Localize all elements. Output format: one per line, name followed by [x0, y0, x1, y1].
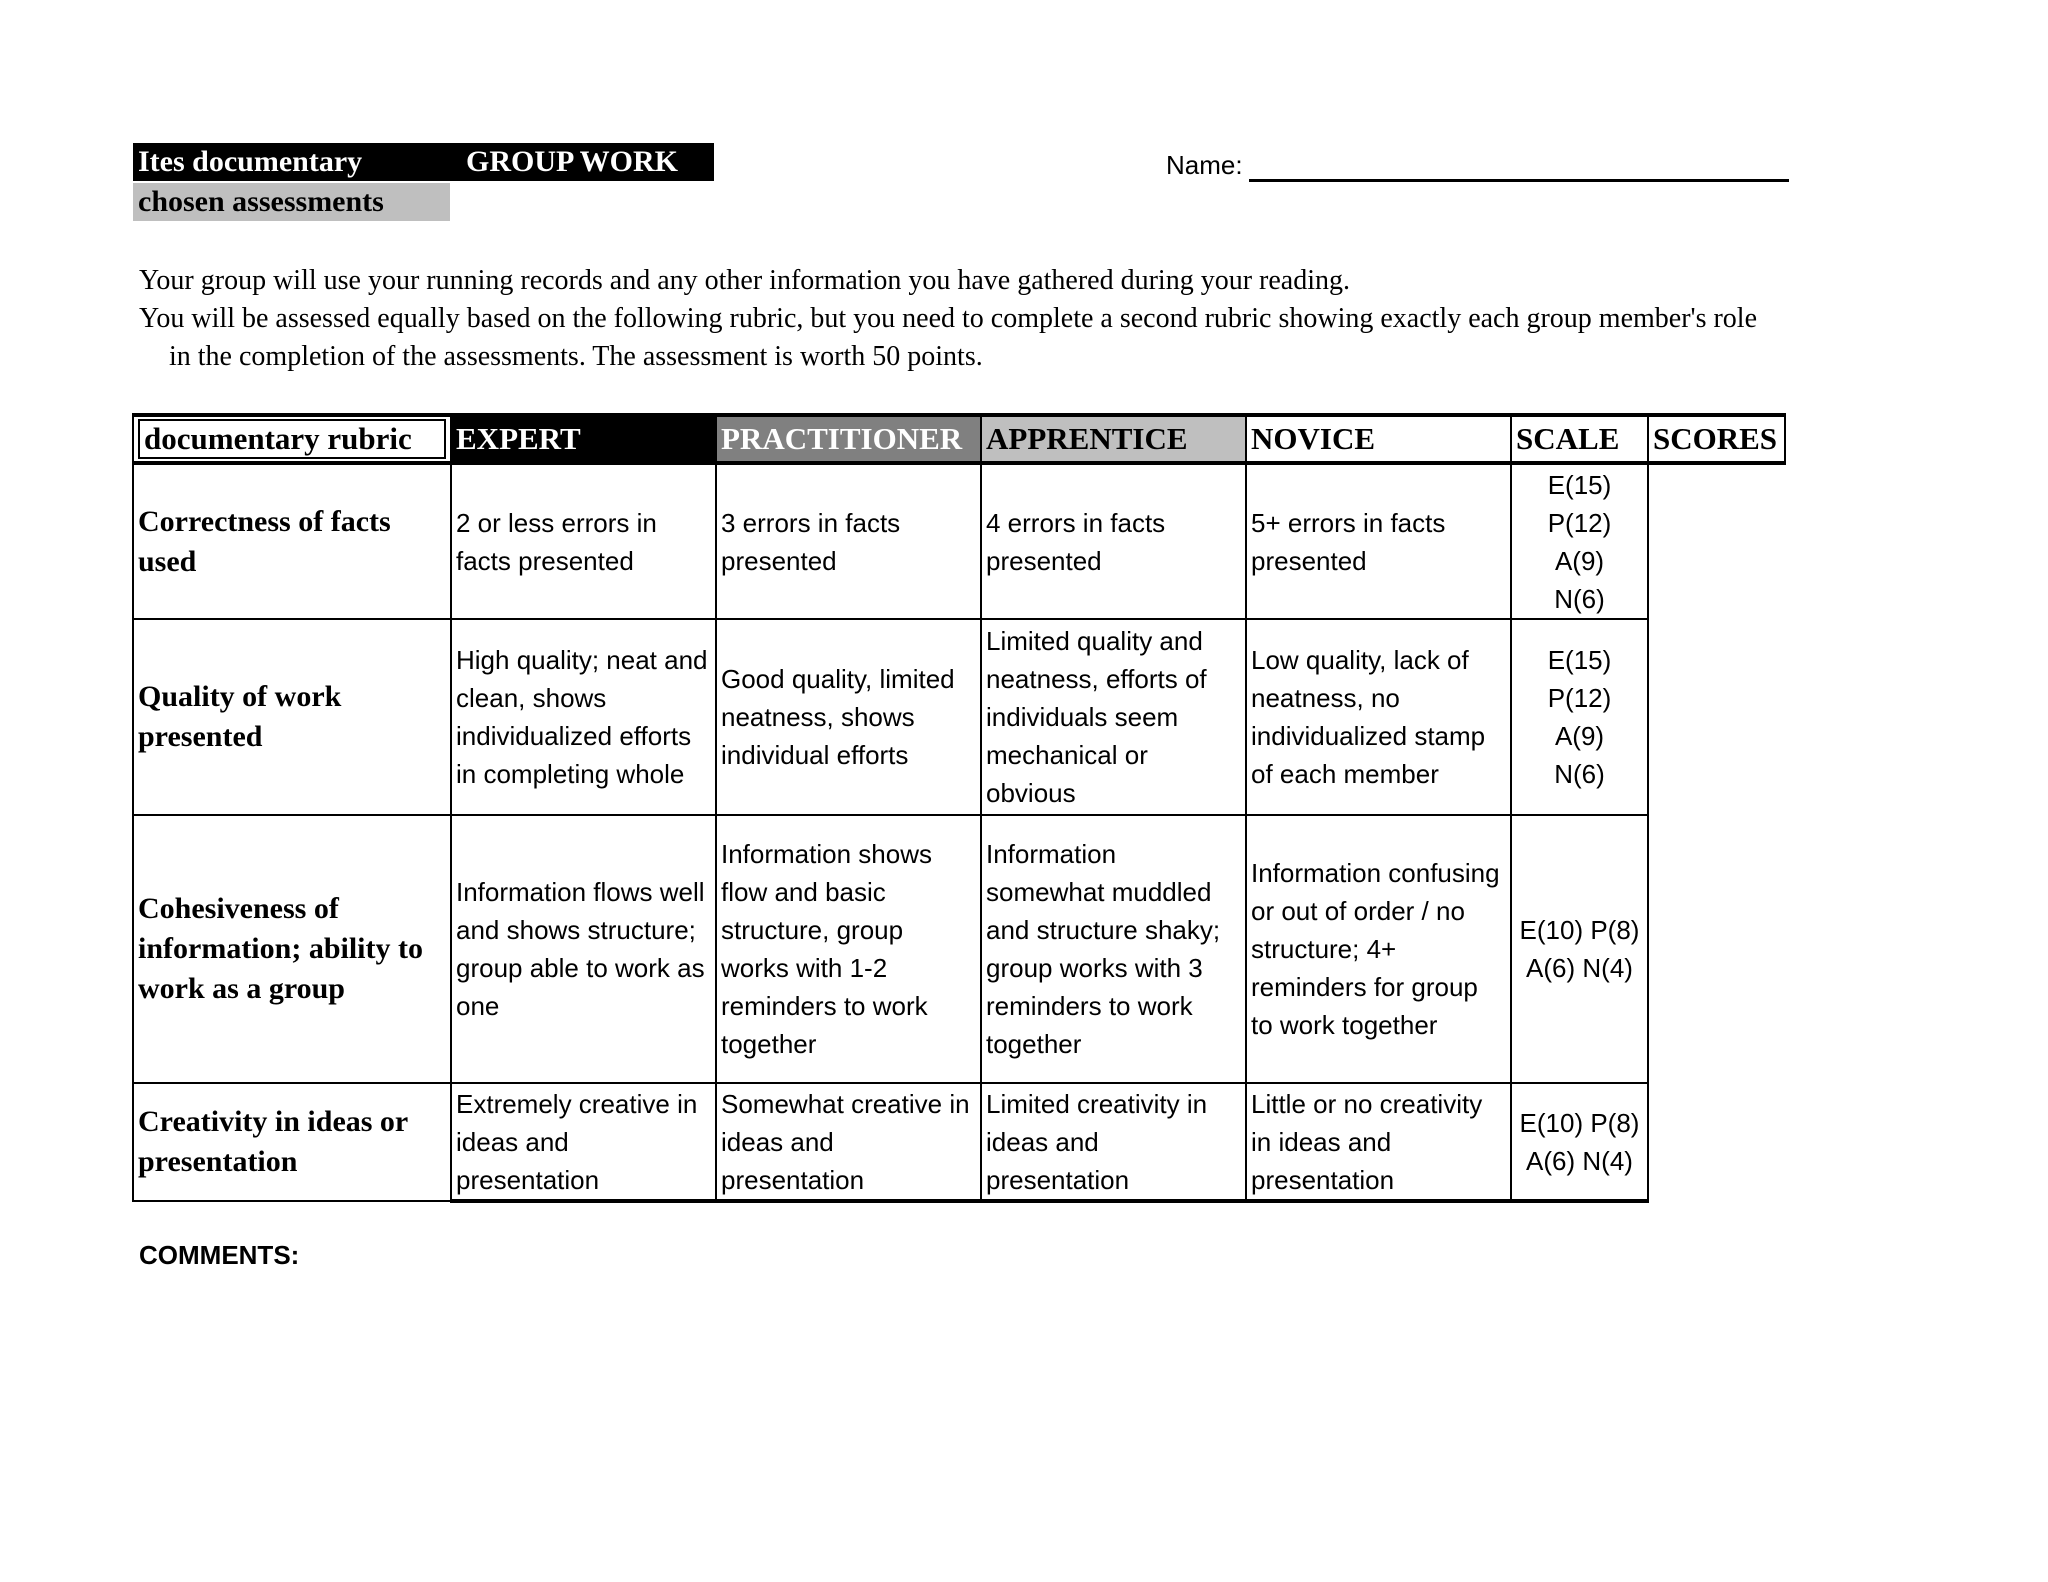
criterion-cell: Correctness of facts used: [133, 463, 451, 619]
document-subtitle: chosen assessments: [133, 183, 450, 221]
scale-cell: E(10) P(8) A(6) N(4): [1511, 1083, 1648, 1201]
header-practitioner: PRACTITIONER: [716, 415, 981, 463]
criterion-cell: Cohesiveness of information; ability to work as a group: [133, 815, 451, 1083]
comments-label: COMMENTS:: [139, 1240, 300, 1270]
practitioner-cell: Good quality, limited neatness, shows individual efforts: [716, 619, 981, 815]
expert-cell: High quality; neat and clean, shows individualized efforts in completing whole: [451, 619, 716, 815]
expert-cell: 2 or less errors in facts presented: [451, 463, 716, 619]
instructions-line-1: Your group will use your running records and any other information you have gathered during your reading.: [139, 265, 1350, 296]
scale-cell: E(15) P(12) A(9) N(6): [1511, 463, 1648, 619]
score-cell[interactable]: [1648, 463, 1785, 619]
score-cell[interactable]: [1648, 1083, 1785, 1201]
document-title: Ites documentary: [133, 143, 450, 181]
score-cell[interactable]: [1648, 815, 1785, 1083]
name-field: [1166, 148, 1789, 182]
practitioner-cell: Information shows flow and basic structure, group works with 1-2 reminders to work together: [716, 815, 981, 1083]
practitioner-cell: 3 errors in facts presented: [716, 463, 981, 619]
table-row: [133, 1083, 1785, 1201]
expert-cell: Extremely creative in ideas and presentation: [451, 1083, 716, 1201]
table-row: [133, 463, 1785, 619]
header-bar: [133, 143, 714, 181]
apprentice-cell: Limited creativity in ideas and presentation: [981, 1083, 1246, 1201]
criterion-cell: Creativity in ideas or presentation: [133, 1083, 451, 1201]
header-expert: EXPERT: [451, 415, 716, 463]
rubric-table: [132, 413, 1786, 1203]
instructions-line-3: in the completion of the assessments. The assessment is worth 50 points.: [169, 341, 983, 372]
group-work-label: GROUP WORK: [450, 143, 714, 181]
table-row: [133, 815, 1785, 1083]
novice-cell: Information confusing or out of order / no structure; 4+ reminders for group to work together: [1246, 815, 1511, 1083]
header-scores: SCORES: [1648, 415, 1785, 463]
score-cell[interactable]: [1648, 619, 1785, 815]
rubric-header-row: [133, 415, 1785, 463]
expert-cell: Information flows well and shows structure; group able to work as one: [451, 815, 716, 1083]
instructions: [139, 262, 1899, 376]
apprentice-cell: 4 errors in facts presented: [981, 463, 1246, 619]
practitioner-cell: Somewhat creative in ideas and presentation: [716, 1083, 981, 1201]
novice-cell: 5+ errors in facts presented: [1246, 463, 1511, 619]
apprentice-cell: Limited quality and neatness, efforts of individuals seem mechanical or obvious: [981, 619, 1246, 815]
header-novice: NOVICE: [1246, 415, 1511, 463]
instructions-line-2: You will be assessed equally based on the following rubric, but you need to complete a second rubric showing exactly each group member's role: [139, 303, 1758, 334]
novice-cell: Little or no creativity in ideas and presentation: [1246, 1083, 1511, 1201]
apprentice-cell: Information somewhat muddled and structure shaky; group works with 3 reminders to work together: [981, 815, 1246, 1083]
novice-cell: Low quality, lack of neatness, no individualized stamp of each member: [1246, 619, 1511, 815]
scale-cell: E(15) P(12) A(9) N(6): [1511, 619, 1648, 815]
name-label: Name:: [1166, 150, 1243, 180]
name-blank-line[interactable]: [1249, 149, 1789, 182]
header-apprentice: APPRENTICE: [981, 415, 1246, 463]
scale-cell: E(10) P(8) A(6) N(4): [1511, 815, 1648, 1083]
table-row: [133, 619, 1785, 815]
header-scale: SCALE: [1511, 415, 1648, 463]
header-criteria: documentary rubric: [133, 415, 451, 463]
criterion-cell: Quality of work presented: [133, 619, 451, 815]
